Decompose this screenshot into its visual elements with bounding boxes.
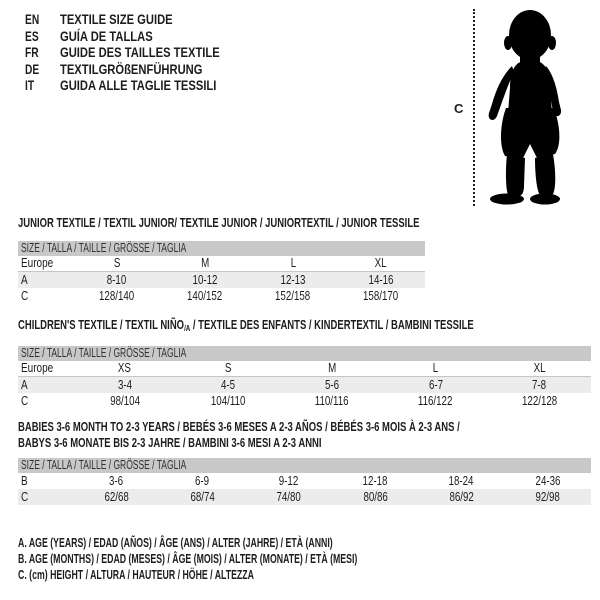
row-label: B [21,474,28,488]
table-row-height [18,393,591,409]
language-code: FR [25,44,39,61]
language-label: GUÍA DE TALLAS [60,27,153,44]
size-cell: S [225,361,232,375]
height-cell: 68/74 [190,490,215,504]
age-cell: 18-24 [449,474,474,488]
age-cell: 6-9 [195,474,210,488]
section-children [18,318,591,409]
section-junior [18,216,425,304]
language-code: DE [25,60,40,77]
note-b: B. AGE (MONTHS) / EDAD (MESES) / ÂGE (MOIS) / ALTER (MONATE) / ETÀ (MESI) [18,552,358,566]
height-cell: 152/158 [275,289,311,303]
size-cell: M [327,361,337,375]
height-cell: 98/104 [109,394,140,408]
age-cell: 14-16 [368,273,394,287]
size-cell: XL [375,256,387,270]
language-label: TEXTILGRÖßENFÜHRUNG [60,60,203,77]
age-cell: 10-12 [192,273,218,287]
language-row-en [25,11,260,28]
height-cell: 110/116 [315,394,349,408]
row-label: C [21,490,29,504]
children-table [18,346,591,409]
baby-silhouette-image [480,6,572,206]
section-babies [18,419,591,505]
row-label: C [21,394,29,408]
height-cell: 116/122 [418,394,453,408]
size-cell: S [113,256,121,270]
language-code: ES [25,27,39,44]
language-row-fr [25,44,260,61]
row-label: C [21,289,29,303]
table-row-europe [18,361,591,377]
table-row-height [18,288,425,304]
age-cell: 12-13 [280,273,306,287]
height-cell: 140/152 [187,289,223,303]
babies-table [18,458,591,505]
language-block [25,11,260,94]
age-cell: 24-36 [535,474,561,488]
height-cell: 128/140 [99,289,135,303]
age-cell: 3-6 [109,474,124,488]
row-label: Europe [21,361,54,375]
language-label: TEXTILE SIZE GUIDE [60,11,173,27]
height-cell: 80/86 [362,490,388,504]
row-label: Europe [21,256,54,270]
language-row-it [25,77,260,94]
height-dotted-line [473,9,475,206]
height-cell: 62/68 [103,490,129,504]
table-row-height [18,489,591,505]
age-cell: 8-10 [107,273,127,287]
table-row-age-months [18,473,591,489]
table-row-europe [18,256,425,272]
age-cell: 12-18 [362,474,388,488]
age-cell: 3-4 [117,378,132,392]
height-label-c: C [454,101,464,116]
size-header-bar: SIZE / TALLA / TAILLE / GRÖSSE / TAGLIA [18,241,425,256]
size-cell: XL [533,361,546,375]
row-label: A [21,273,28,287]
babies-title: BABIES 3-6 MONTH TO 2-3 YEARS / BEBÉS 3-6 MESES A 2-3 AÑOS / BÉBÉS 3-6 MOIS À 2-3 ANS / BABYS 3-6 MONATE BIS 2-3 JAHRE / BAMBINI 3-6 MESI A 2-3 ANNI [18,419,460,450]
language-code: EN [25,11,40,27]
height-cell: 104/110 [211,394,246,408]
language-label: GUIDE DES TAILLES TEXTILE [60,44,220,61]
height-cell: 92/98 [535,490,560,504]
junior-title: JUNIOR TEXTILE / TEXTIL JUNIOR/ TEXTILE JUNIOR / JUNIORTEXTIL / JUNIOR TESSILE [18,215,420,230]
note-c: C. (cm) HEIGHT / ALTURA / HAUTEUR / HÖHE / ALTEZZA [18,568,254,582]
size-cell: XS [118,361,132,375]
junior-table [18,241,425,304]
figure-block [440,0,600,215]
size-cell: M [200,256,210,270]
row-label: A [21,378,28,392]
height-cell: 158/170 [363,289,399,303]
language-row-de [25,61,260,78]
height-cell: 122/128 [521,394,557,408]
age-cell: 5-6 [324,378,340,392]
language-row-es [25,28,260,45]
height-cell: 74/80 [276,490,302,504]
language-code: IT [25,77,35,94]
size-header-bar: SIZE / TALLA / TAILLE / GRÖSSE / TAGLIA [18,458,591,473]
size-cell: L [432,361,439,375]
title-subscript: /A [184,323,191,333]
children-title: CHILDREN'S TEXTILE / TEXTIL NIÑO/A / TEXTILE DES ENFANTS / KINDERTEXTIL / BAMBINI TESSILE [18,317,474,333]
table-row-age [18,272,425,288]
size-header-bar: SIZE / TALLA / TAILLE / GRÖSSE / TAGLIA [18,346,591,361]
age-cell: 4-5 [221,378,236,392]
note-a: A. AGE (YEARS) / EDAD (AÑOS) / ÂGE (ANS) / ALTER (JAHRE) / ETÀ (ANNI) [18,536,333,550]
language-label: GUIDA ALLE TAGLIE TESSILI [60,77,217,94]
height-cell: 86/92 [449,490,474,504]
size-cell: L [290,256,296,270]
age-cell: 7-8 [532,378,547,392]
notes-block [18,535,503,583]
age-cell: 6-7 [428,378,443,392]
age-cell: 9-12 [279,474,299,488]
table-row-age [18,377,591,393]
